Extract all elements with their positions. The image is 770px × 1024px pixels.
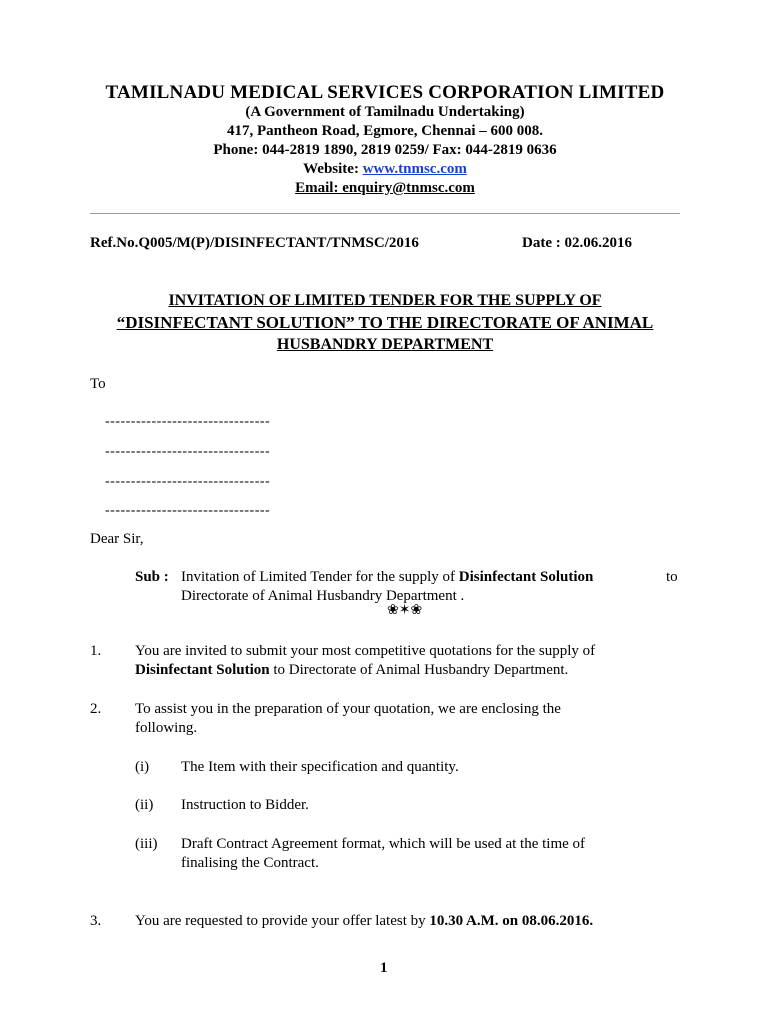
sub-item-text-cont: finalising the Contract.: [181, 855, 319, 871]
org-subtitle: (A Government of Tamilnadu Undertaking): [245, 104, 525, 120]
para1-item: Disinfectant Solution: [135, 662, 270, 678]
org-phone: Phone: 044-2819 1890, 2819 0259/ Fax: 044-2819 0636: [213, 142, 557, 158]
org-name: TAMILNADU MEDICAL SERVICES CORPORATION LIMITED: [105, 82, 665, 103]
para2-line1: To assist you in the preparation of your quotation, we are enclosing the: [135, 701, 561, 717]
para3-deadline: 10.30 A.M. on 08.06.2016.: [429, 913, 594, 929]
website-label: Website:: [303, 161, 363, 177]
header-divider: [90, 213, 680, 214]
subject-line1: [181, 568, 593, 587]
sub-item-text: The Item with their specification and quantity.: [181, 759, 459, 775]
page-number: 1: [380, 960, 388, 976]
address-line: --------------------------------: [105, 474, 271, 489]
para3-number: 3.: [90, 913, 102, 929]
address-line: --------------------------------: [105, 503, 271, 518]
tender-title-line1: INVITATION OF LIMITED TENDER FOR THE SUPPLY OF: [168, 292, 602, 309]
para2-line2: following.: [135, 720, 198, 736]
subject-label: Sub :: [135, 569, 169, 585]
org-address: 417, Pantheon Road, Egmore, Chennai – 600 008.: [227, 123, 543, 139]
sub-item-text: Instruction to Bidder.: [181, 797, 309, 813]
subject-item: Disinfectant Solution: [458, 569, 594, 585]
para1-line2: [135, 661, 568, 680]
reference-date: Date : 02.06.2016: [522, 235, 632, 251]
para1-rest: to Directorate of Animal Husbandry Department.: [269, 662, 569, 678]
subject-text: Invitation of Limited Tender for the supply of: [181, 569, 459, 585]
website-link[interactable]: www.tnmsc.com: [362, 161, 467, 177]
reference-number: Ref.No.Q005/M(P)/DISINFECTANT/TNMSC/2016: [90, 235, 419, 251]
sub-item-number: (i): [135, 759, 150, 775]
address-line: --------------------------------: [105, 444, 271, 459]
ornament-divider: ❀✶❀: [387, 602, 423, 618]
sub-item-number: (iii): [135, 836, 158, 852]
para3-text: You are requested to provide your offer latest by: [135, 913, 430, 929]
to-label: To: [90, 376, 106, 392]
para1-number: 1.: [90, 643, 102, 659]
address-line: --------------------------------: [105, 414, 271, 429]
salutation: Dear Sir,: [90, 531, 144, 547]
org-website: [0, 161, 770, 178]
para3-line: [135, 912, 593, 931]
tender-title-line2: “DISINFECTANT SOLUTION” TO THE DIRECTORATE OF ANIMAL: [116, 313, 654, 332]
sub-item-text: Draft Contract Agreement format, which will be used at the time of: [181, 836, 586, 852]
subject-line2: Directorate of Animal Husbandry Department .: [181, 588, 465, 604]
para1-line1: You are invited to submit your most competitive quotations for the supply of: [135, 643, 596, 659]
sub-item-number: (ii): [135, 797, 154, 813]
org-email[interactable]: Email: enquiry@tnmsc.com: [295, 180, 475, 196]
para2-number: 2.: [90, 701, 102, 717]
subject-to: to: [666, 569, 678, 585]
tender-title-line3: HUSBANDRY DEPARTMENT: [276, 336, 494, 353]
